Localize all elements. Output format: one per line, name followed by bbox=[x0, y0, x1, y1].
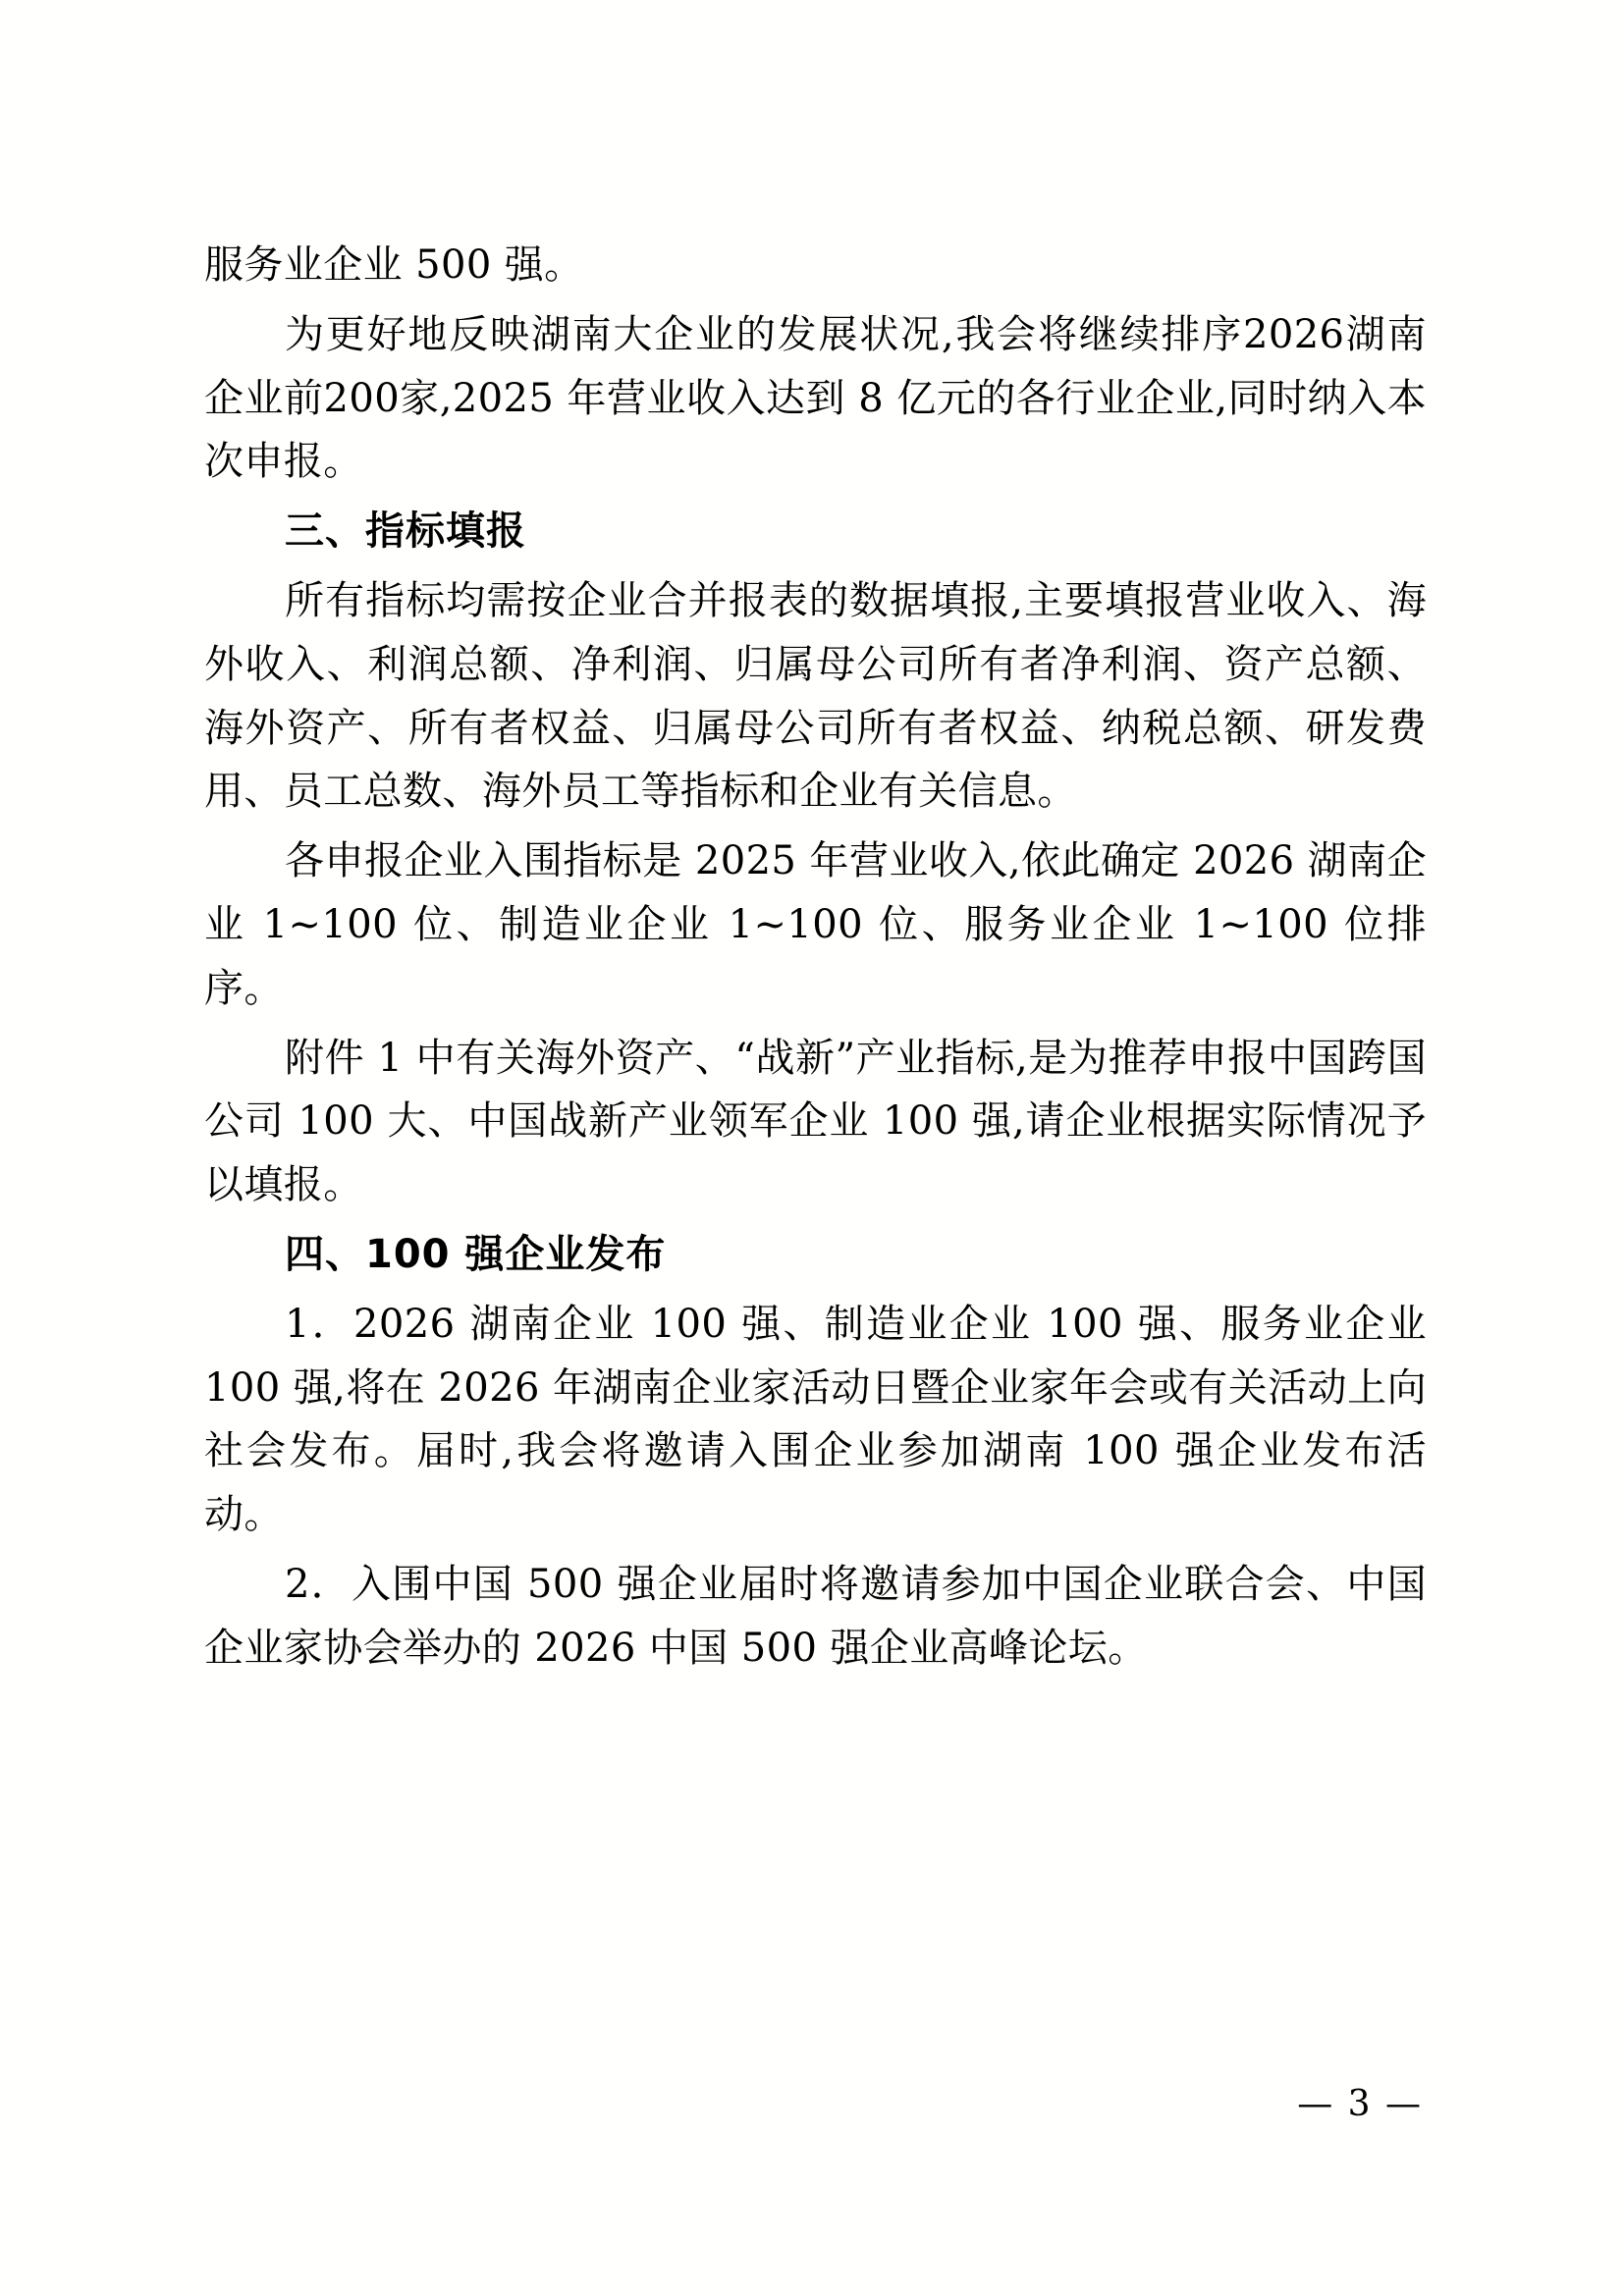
section-heading-three: 三、指标填报 bbox=[285, 508, 526, 555]
paragraph-scope-statement: 为更好地反映湖南大企业的发展状况,我会将继续排序2026湖南企业前200家,2025 年营业收入达到 8 亿元的各行业企业,同时纳入本次申报。 bbox=[204, 311, 1427, 485]
paragraph-item-one: 1．2026 湖南企业 100 强、制造业企业 100 强、服务业企业 100 强,将在 2026 年湖南企业家活动日暨企业家年会或有关活动上向社会发布。届时,我会将邀请入围企业参加湖南 100 强企业发布活动。 bbox=[204, 1301, 1427, 1538]
page-number: — 3 — bbox=[1297, 2084, 1423, 2124]
paragraph-indicators-list: 所有指标均需按企业合并报表的数据填报,主要填报营业收入、海外收入、利润总额、净利润、归属母公司所有者净利润、资产总额、海外资产、所有者权益、归属母公司所有者权益、纳税总额、研发费用、员工总数、海外员工等指标和企业有关信息。 bbox=[204, 577, 1427, 815]
paragraph-ranking-basis: 各申报企业入围指标是 2025 年营业收入,依此确定 2026 湖南企业 1~100 位、制造业企业 1~100 位、服务业企业 1~100 位排序。 bbox=[204, 838, 1427, 1011]
document-body bbox=[204, 234, 1427, 1686]
paragraph-item-two: 2．入围中国 500 强企业届时将邀请参加中国企业联合会、中国企业家协会举办的 2026 中国 500 强企业高峰论坛。 bbox=[204, 1561, 1427, 1671]
paragraph-attachment-note: 附件 1 中有关海外资产、“战新”产业指标,是为推荐申报中国跨国公司 100 大、中国战新产业领军企业 100 强,请企业根据实际情况予以填报。 bbox=[204, 1035, 1427, 1208]
paragraph-continuation: 服务业企业 500 强。 bbox=[204, 242, 584, 288]
section-heading-four: 四、100 强企业发布 bbox=[285, 1231, 667, 1277]
